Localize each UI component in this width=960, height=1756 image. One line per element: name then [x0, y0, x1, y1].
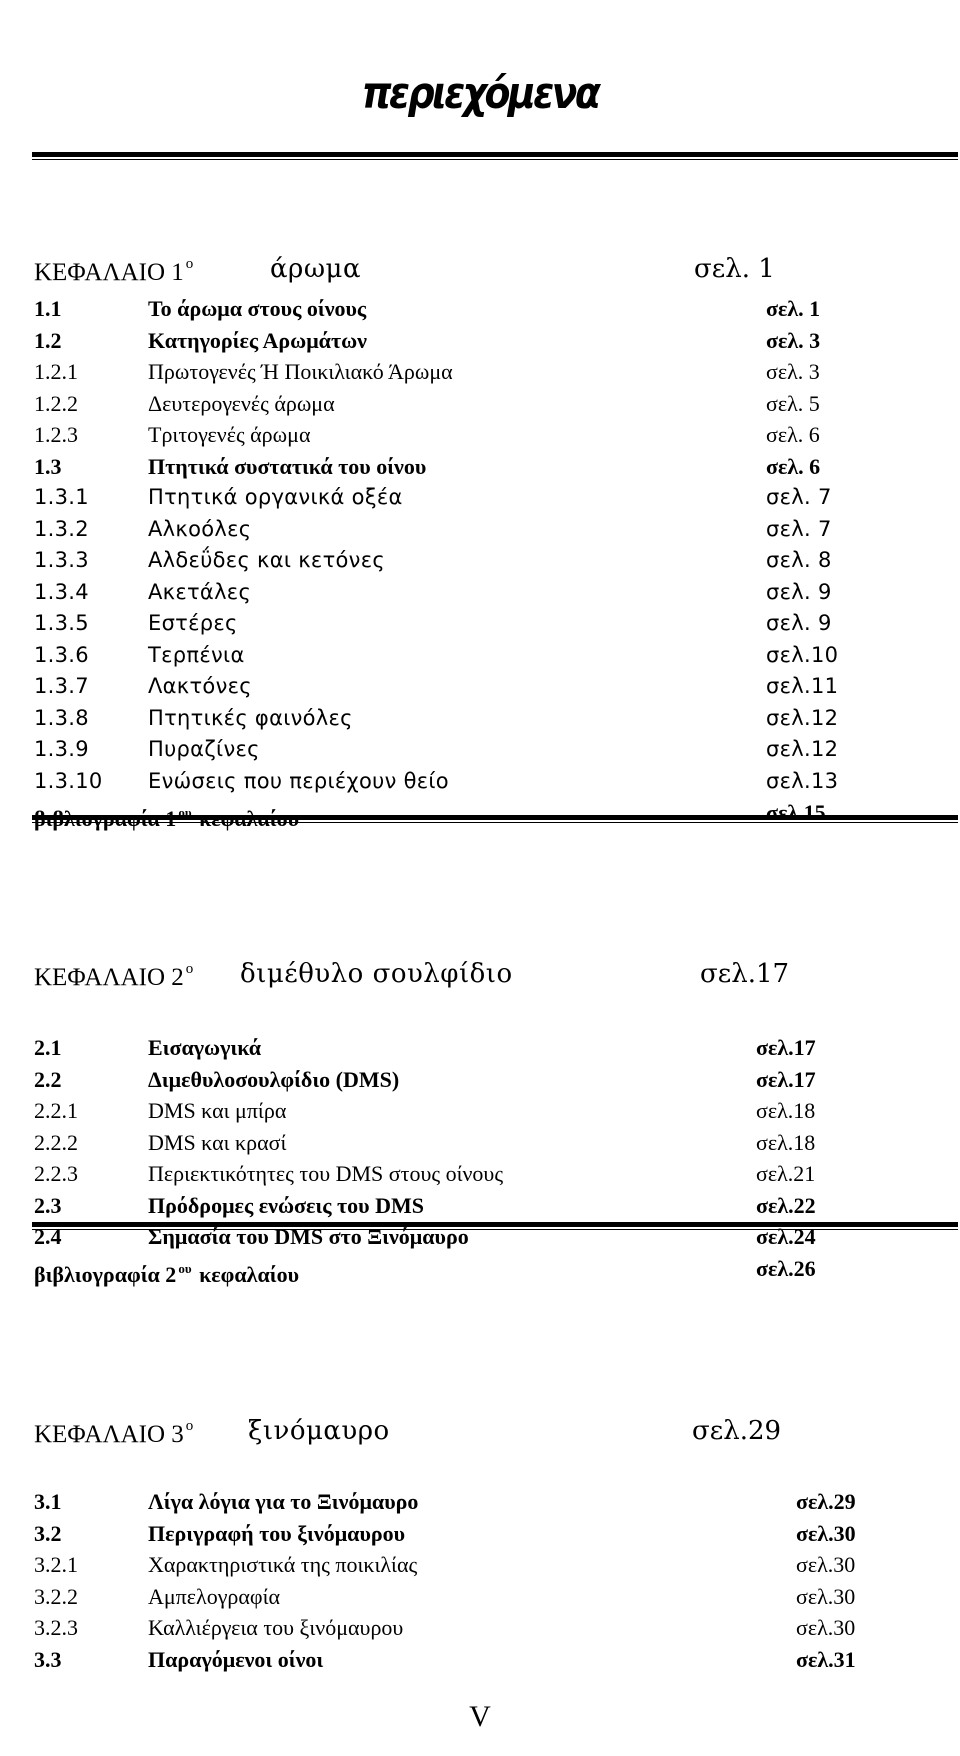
entry-page: σελ. 9: [766, 611, 832, 635]
toc-entry[interactable]: [34, 1190, 934, 1222]
entry-number: 2.4: [34, 1224, 62, 1249]
toc-entry[interactable]: [34, 419, 934, 451]
entry-number: 2.2.1: [34, 1098, 78, 1123]
entry-page: σελ.17: [756, 1066, 816, 1092]
entry-page: σελ.17: [756, 1035, 816, 1060]
entry-title: Κατηγορίες Αρωμάτων: [148, 327, 368, 353]
chapter-ordinal: ο: [185, 961, 194, 977]
page-title: περιεχόμενα: [361, 68, 599, 119]
toc-entry[interactable]: [34, 325, 934, 357]
entry-page: σελ. 3: [766, 359, 820, 384]
toc-entry[interactable]: [34, 1064, 934, 1096]
toc-entry[interactable]: [34, 356, 934, 388]
entry-title: Τριτογενές άρωμα: [148, 422, 311, 447]
toc-entry[interactable]: [34, 1095, 934, 1127]
entry-title: Περιεκτικότητες του DMS στους οίνους: [148, 1161, 504, 1186]
chapter-label: ΚΕΦΑΛΑΙΟ 2: [34, 964, 184, 991]
entry-title: Πτητικές φαινόλες: [148, 705, 353, 730]
toc-entry[interactable]: [34, 451, 934, 483]
chapter-heading: [34, 955, 934, 995]
toc-entry[interactable]: [34, 1518, 934, 1550]
entry-title: Πρόδρομες ενώσεις του DMS: [148, 1192, 424, 1218]
entry-page: σελ.29: [796, 1489, 856, 1514]
entry-title: Ακετάλες: [148, 579, 252, 604]
entry-title: Παραγόμενοι οίνοι: [148, 1646, 324, 1672]
page-number: V: [469, 1700, 491, 1733]
chapter-label: ΚΕΦΑΛΑΙΟ 1: [34, 259, 184, 286]
entry-title: Λίγα λόγια για το Ξινόμαυρο: [148, 1489, 419, 1514]
entry-number: 1.2.2: [34, 390, 78, 416]
toc-list: [34, 293, 934, 829]
entry-title: Καλλιέργεια του ξινόμαυρου: [148, 1615, 404, 1640]
toc-entry[interactable]: [34, 640, 934, 672]
entry-number: 1.3.1: [34, 485, 89, 509]
entry-title: Δευτερογενές άρωμα: [148, 390, 335, 416]
entry-page: σελ.31: [796, 1646, 856, 1672]
toc-entry[interactable]: [34, 1486, 934, 1518]
entry-number: 1.2.3: [34, 422, 78, 447]
entry-number: 2.2.3: [34, 1161, 78, 1186]
entry-page: σελ. 7: [766, 516, 832, 541]
toc-entry[interactable]: [34, 1221, 934, 1253]
toc-entry[interactable]: [34, 388, 934, 420]
entry-title: Πυραζίνες: [148, 737, 260, 761]
entry-page: σελ.13: [766, 768, 839, 793]
toc-entry[interactable]: [34, 514, 934, 546]
entry-page: σελ.26: [756, 1255, 816, 1281]
entry-page: σελ. 8: [766, 548, 832, 572]
entry-page: σελ.15: [766, 800, 826, 825]
entry-number: 1.2.1: [34, 359, 78, 384]
entry-title: Πτητικά οργανικά οξέα: [148, 485, 403, 509]
entry-page: σελ.10: [766, 642, 839, 667]
chapter-title: διμέθυλο σουλφίδιο: [240, 959, 513, 989]
entry-title: Αμπελογραφία: [148, 1583, 281, 1609]
toc-entry[interactable]: [34, 482, 934, 514]
toc-list: [34, 1486, 934, 1675]
entry-title: Τερπένια: [148, 642, 245, 667]
entry-title: Χαρακτηριστικά της ποικιλίας: [148, 1552, 418, 1577]
toc-entry[interactable]: [34, 703, 934, 735]
toc-entry[interactable]: [34, 545, 934, 577]
entry-page: σελ.21: [756, 1161, 816, 1186]
entry-number: 3.2.3: [34, 1615, 78, 1640]
entry-number: 3.3: [34, 1646, 62, 1672]
entry-title: Διμεθυλοσουλφίδιο (DMS): [148, 1066, 400, 1092]
entry-number: 1.3.4: [34, 579, 89, 604]
entry-number: 3.2.2: [34, 1583, 78, 1609]
bib-label: βιβλιογραφία 1: [34, 806, 177, 831]
entry-title: Εισαγωγικά: [148, 1035, 262, 1060]
entry-number: 1.3.5: [34, 611, 89, 635]
entry-page: σελ. 5: [766, 390, 820, 416]
entry-title: Το άρωμα στους οίνους: [148, 296, 367, 321]
entry-page: σελ. 7: [766, 485, 832, 509]
toc-entry[interactable]: [34, 766, 934, 798]
chapter-page: σελ.29: [692, 1416, 782, 1446]
entry-number: 1.3.2: [34, 516, 89, 541]
entry-number: 3.1: [34, 1489, 62, 1514]
entry-number: 1.3.6: [34, 642, 89, 667]
toc-entry[interactable]: [34, 1644, 934, 1676]
chapter-ordinal: ο: [185, 256, 194, 272]
entry-page: σελ. 1: [766, 296, 821, 321]
toc-bibliography[interactable]: [34, 1253, 934, 1285]
top-divider: [32, 152, 958, 160]
entry-title: Λακτόνες: [148, 674, 252, 698]
entry-number: 1.3.9: [34, 737, 89, 761]
entry-number: 2.2: [34, 1066, 62, 1092]
entry-number: 1.3.8: [34, 705, 89, 730]
toc-list: [34, 1032, 934, 1287]
entry-number: 1.2: [34, 327, 62, 353]
bib-suffix: κεφαλαίου: [199, 806, 300, 831]
chapter-page: σελ.17: [700, 959, 790, 989]
bib-label: βιβλιογραφία 2: [34, 1261, 177, 1287]
entry-page: σελ.11: [766, 674, 839, 698]
entry-page: σελ.30: [796, 1520, 856, 1546]
entry-title: DMS και μπίρα: [148, 1098, 287, 1123]
toc-entry[interactable]: [34, 734, 934, 766]
entry-number: 1.3.10: [34, 768, 103, 793]
toc-entry[interactable]: [34, 1549, 934, 1581]
entry-page: σελ.12: [766, 705, 839, 730]
entry-page: σελ. 6: [766, 453, 821, 479]
entry-title: Αλκοόλες: [148, 516, 252, 541]
entry-page: σελ. 9: [766, 579, 832, 604]
toc-entry[interactable]: [34, 1581, 934, 1613]
entry-number: 2.1: [34, 1035, 62, 1060]
entry-number: 3.2: [34, 1520, 62, 1546]
chapter-ordinal: ο: [185, 1418, 194, 1434]
entry-title: Πρωτογενές Ή Ποικιλιακό Άρωμα: [148, 359, 453, 384]
entry-page: σελ.30: [796, 1552, 856, 1577]
entry-number: 1.1: [34, 296, 62, 321]
entry-number: 3.2.1: [34, 1552, 78, 1577]
entry-page: σελ. 6: [766, 422, 820, 447]
entry-page: σελ. 3: [766, 327, 821, 353]
chapter-title: άρωμα: [270, 254, 361, 284]
entry-number: 2.2.2: [34, 1129, 78, 1155]
entry-number: 1.3.7: [34, 674, 89, 698]
entry-page: σελ.22: [756, 1192, 816, 1218]
toc-entry[interactable]: [34, 608, 934, 640]
entry-title: Εστέρες: [148, 611, 238, 635]
chapter-title: ξινόμαυρο: [248, 1416, 390, 1446]
toc-entry[interactable]: [34, 1158, 934, 1190]
entry-title: Ενώσεις που περιέχουν θείο: [148, 768, 449, 793]
toc-bibliography[interactable]: [34, 797, 934, 829]
bib-ordinal: ου: [178, 1260, 192, 1276]
entry-title: Περιγραφή του ξινόμαυρου: [148, 1520, 406, 1546]
entry-page: σελ.30: [796, 1583, 856, 1609]
entry-number: 2.3: [34, 1192, 62, 1218]
entry-page: σελ.18: [756, 1129, 816, 1155]
entry-page: σελ.30: [796, 1615, 856, 1640]
toc-entry[interactable]: [34, 671, 934, 703]
chapter-label: ΚΕΦΑΛΑΙΟ 3: [34, 1421, 184, 1448]
toc-entry[interactable]: [34, 1032, 934, 1064]
entry-page: σελ.18: [756, 1098, 816, 1123]
toc-entry[interactable]: [34, 1127, 934, 1159]
bib-suffix: κεφαλαίου: [199, 1261, 300, 1287]
entry-title: Πτητικά συστατικά του οίνου: [148, 453, 427, 479]
entry-page: σελ.24: [756, 1224, 816, 1249]
entry-title: DMS και κρασί: [148, 1129, 287, 1155]
chapter-heading: [34, 1412, 934, 1452]
entry-title: Σημασία του DMS στο Ξινόμαυρο: [148, 1224, 469, 1249]
entry-number: 1.3: [34, 453, 62, 479]
toc-entry[interactable]: [34, 1612, 934, 1644]
chapter-heading: [34, 250, 934, 290]
bib-ordinal: ου: [178, 805, 192, 820]
entry-number: 1.3.3: [34, 548, 89, 572]
chapter-page: σελ. 1: [694, 254, 775, 284]
entry-title: Αλδεΰδες και κετόνες: [148, 548, 385, 572]
entry-page: σελ.12: [766, 737, 839, 761]
toc-entry[interactable]: [34, 293, 934, 325]
toc-entry[interactable]: [34, 577, 934, 609]
